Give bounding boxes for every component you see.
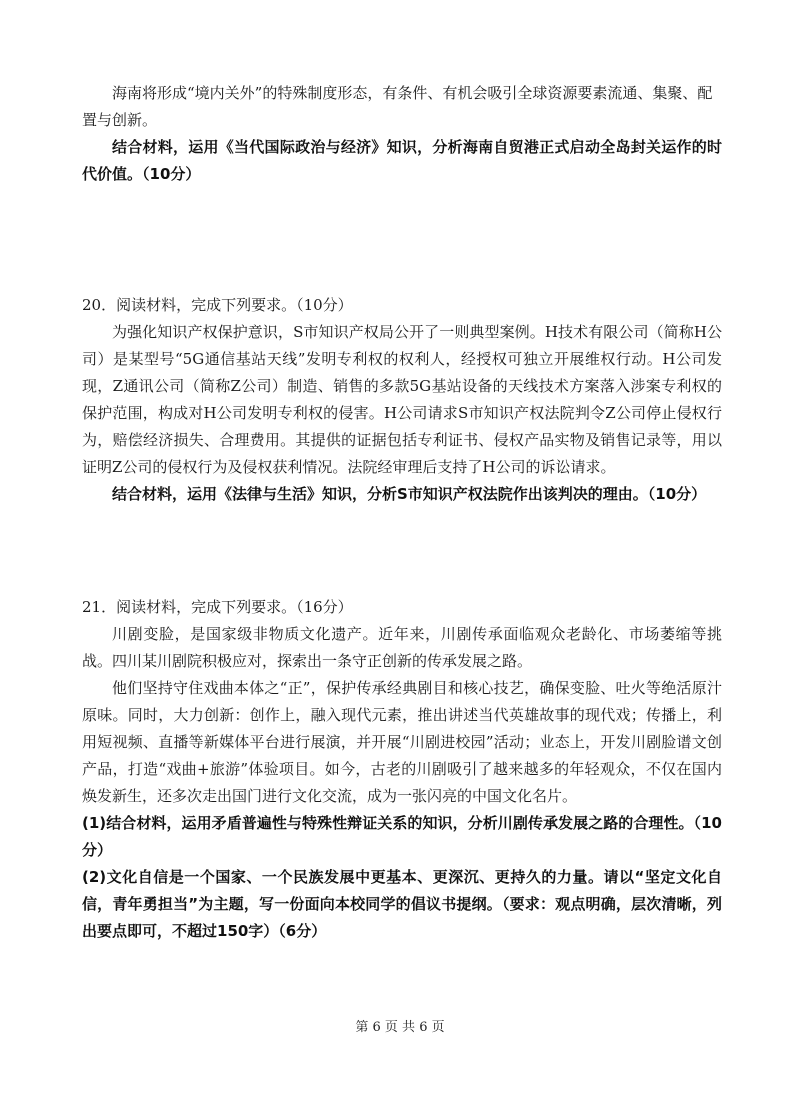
exam-page [82, 80, 722, 945]
page-number: 第 6 页 共 6 页 [355, 1020, 445, 1035]
question-21-material-paragraph-2: 他们坚持守住戏曲本体之“正”，保护传承经典剧目和核心技艺，确保变脸、吐火等绝活原汁原味。同时，大力创新：创作上，融入现代元素，推出讲述当代英雄故事的现代戏；传播上，利用短视频、直播等新媒体平台进行展演，并开展“川剧进校园”活动；业态上，开发川剧脸谱文创产品，打造“戏曲+旅游”体验项目。如今，古老的川剧吸引了越来越多的年轻观众，不仅在国内焕发新生，还多次走出国门进行文化交流，成为一张闪亮的中国文化名片。 [82, 679, 722, 805]
material-tail-line-1: 海南将形成“境内关外”的特殊制度形态，有条件、有机会吸引全球资源要素流通、集聚、配 [112, 84, 713, 102]
question-21-subquestion-1: (1)结合材料，运用矛盾普遍性与特殊性辩证关系的知识，分析川剧传承发展之路的合理性。（10分） [82, 814, 722, 859]
question-21-heading: 21．阅读材料，完成下列要求。（16分） [82, 598, 353, 616]
question-20-material: 为强化知识产权保护意识，S市知识产权局公开了一则典型案例。H技术有限公司（简称H公司）是某型号“5G通信基站天线”发明专利权的权利人，经授权可独立开展维权行动。H公司发现，Z通讯公司（简称Z公司）制造、销售的多款5G基站设备的天线技术方案落入涉案专利权的保护范围，构成对H公司发明专利权的侵害。H公司请求S市知识产权法院判令Z公司停止侵权行为，赔偿经济损失、合理费用。其提供的证据包括专利证书、侵权产品实物及销售记录等，用以证明Z公司的侵权行为及侵权获利情况。法院经审理后支持了H公司的诉讼请求。 [82, 323, 722, 476]
question-21-material-paragraph-1: 川剧变脸，是国家级非物质文化遗产。近年来，川剧传承面临观众老龄化、市场萎缩等挑战。四川某川剧院积极应对，探索出一条守正创新的传承发展之路。 [82, 625, 722, 670]
answer-space [82, 508, 722, 594]
material-tail-line-2: 置与创新。 [82, 111, 158, 129]
question-20-heading: 20．阅读材料，完成下列要求。（10分） [82, 296, 353, 314]
question-20-prompt: 结合材料，运用《法律与生活》知识，分析S市知识产权法院作出该判决的理由。（10分） [112, 485, 707, 503]
question-21-subquestion-2: (2)文化自信是一个国家、一个民族发展中更基本、更深沉、更持久的力量。请以“坚定文化自信，青年勇担当”为主题，写一份面向本校同学的倡议书提纲。（要求：观点明确，层次清晰，列出要点即可，不超过150字）（6分） [82, 868, 722, 940]
answer-space [82, 188, 722, 292]
question-19-prompt: 结合材料，运用《当代国际政治与经济》知识，分析海南自贸港正式启动全岛封关运作的时代价值。（10分） [82, 138, 722, 183]
